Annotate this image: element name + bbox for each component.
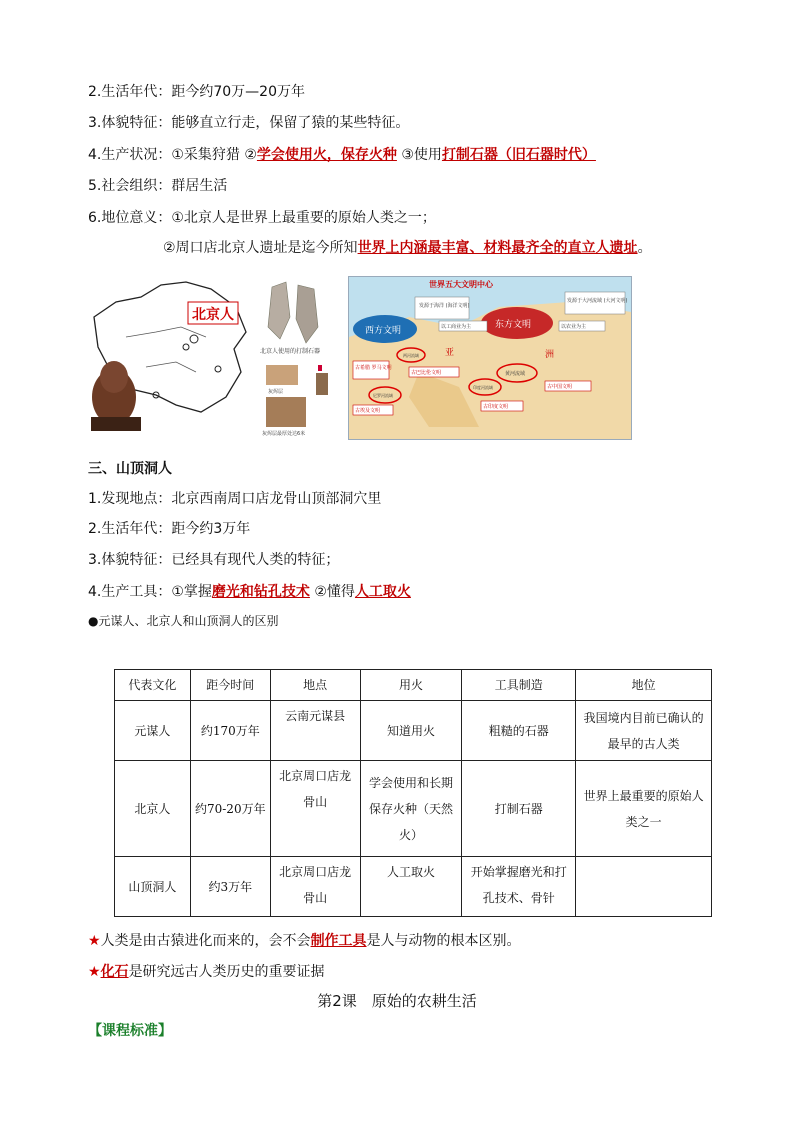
east-desc-2: 以农业为主	[561, 324, 587, 330]
world-civilizations-map	[348, 276, 632, 440]
map-label: 北京人	[192, 307, 234, 323]
note1-text-a: 人类是由古猿进化而来的，会不会	[100, 933, 311, 949]
civ-china: 古中国文明	[547, 384, 573, 390]
tools-highlight-1: 磨光和钻孔技术	[211, 584, 310, 600]
table-cell: 约3万年	[190, 857, 270, 917]
note2-text: 是研究远古人类历史的重要证据	[128, 964, 325, 980]
table-cell: 世界上最重要的原始人类之一	[576, 761, 712, 857]
star-icon: ★	[88, 933, 101, 949]
river-label-4: 印度河流域	[473, 385, 493, 390]
table-row	[115, 857, 712, 917]
comparison-table	[114, 669, 712, 917]
section3-title: 三、山顶洞人	[88, 461, 172, 477]
table-cell: 粗糙的石器	[462, 701, 576, 761]
civ-india: 古印度文明	[483, 404, 509, 410]
river-label-2: 黄河流域	[505, 371, 526, 377]
table-cell: 元谋人	[115, 701, 191, 761]
asia-label-1: 亚	[445, 348, 455, 358]
production-text-a: 4.生产状况：①采集狩猎 ②	[88, 147, 257, 163]
ash-caption: 灰烬层	[268, 389, 284, 395]
compare-title: ●元谋人、北京人和山顶洞人的区别	[88, 614, 279, 628]
china-map-image	[86, 277, 256, 432]
west-desc-2: 以工商业为主	[441, 324, 472, 330]
site-highlight: 世界上内涵最丰富、材料最齐全的直立人遗址	[357, 240, 638, 256]
table-header-cell: 地位	[576, 670, 712, 701]
river-label-1: 两河流域	[403, 353, 419, 358]
table-cell	[576, 857, 712, 917]
note-fossil	[88, 962, 325, 982]
production-text-c: ③使用	[396, 147, 442, 163]
appearance-line: 3.体貌特征：能够直立行走，保留了猿的某些特征。	[88, 115, 410, 131]
tools-text-c: ②懂得	[309, 584, 355, 600]
production-highlight-fire: 学会使用火，保存火种	[256, 147, 397, 163]
section3-tools	[88, 582, 411, 602]
section3-appearance: 3.体貌特征：已经具有现代人类的特征；	[88, 552, 340, 568]
table-cell: 人工取火	[360, 857, 462, 917]
table-header-cell: 地点	[270, 670, 360, 701]
site-text-a: ②周口店北京人遗址是迄今所知	[163, 240, 358, 256]
west-label: 西方文明	[365, 326, 402, 336]
table-cell: 云南元谋县	[270, 701, 360, 761]
site-text-c: 。	[637, 240, 652, 256]
table-cell: 北京人	[115, 761, 191, 857]
table-cell: 开始掌握磨光和打孔技术、骨针	[462, 857, 576, 917]
civ-title: 世界五大文明中心	[429, 280, 493, 289]
table-cell: 北京周口店龙骨山	[270, 761, 360, 857]
table-cell: 打制石器	[462, 761, 576, 857]
production-highlight-tools: 打制石器（旧石器时代）	[441, 147, 596, 163]
tool-caption: 北京人使用的打制石器	[260, 348, 321, 355]
table-row	[115, 761, 712, 857]
note2-highlight: 化石	[100, 964, 129, 980]
tools-highlight-2: 人工取火	[354, 584, 411, 600]
tools-text-a: 4.生产工具：①掌握	[88, 584, 212, 600]
note1-text-c: 是人与动物的根本区别。	[366, 933, 521, 949]
table-cell: 知道用火	[360, 701, 462, 761]
table-header-cell: 工具制造	[462, 670, 576, 701]
site-line	[163, 238, 652, 258]
ash-depth-caption: 灰烬层最厚处达6米	[262, 431, 306, 437]
production-line	[88, 145, 596, 165]
table-cell: 学会使用和长期保存火种（天然火）	[360, 761, 462, 857]
note1-highlight: 制作工具	[310, 933, 367, 949]
lesson-title: 第2课 原始的农耕生活	[317, 992, 477, 1010]
course-standard-heading: 【课程标准】	[88, 1023, 172, 1039]
section3-location: 1.发现地点：北京西南周口店龙骨山顶部洞穴里	[88, 491, 382, 507]
section3-age: 2.生活年代：距今约3万年	[88, 521, 251, 537]
life-age-line: 2.生活年代：距今约70万—20万年	[88, 84, 305, 100]
west-desc-1: 发源于海洋 (海洋文明)	[419, 303, 470, 309]
table-row	[115, 701, 712, 761]
social-line: 5.社会组织：群居生活	[88, 178, 228, 194]
asia-label-2: 洲	[545, 350, 555, 360]
river-label-3: 尼罗河流域	[373, 393, 393, 398]
table-cell: 约170万年	[190, 701, 270, 761]
table-header-cell: 用火	[360, 670, 462, 701]
table-header-cell: 代表文化	[115, 670, 191, 701]
civ-babylon: 古巴比伦文明	[411, 370, 442, 376]
east-desc-1: 发源于大河流域 (大河文明)	[567, 298, 628, 304]
table-cell: 北京周口店龙骨山	[270, 857, 360, 917]
east-label: 东方文明	[495, 320, 532, 330]
table-cell: 我国境内目前已确认的最早的古人类	[576, 701, 712, 761]
table-cell: 山顶洞人	[115, 857, 191, 917]
note-tools	[88, 931, 521, 951]
table-header-row	[115, 670, 712, 701]
civ-egypt: 古埃及文明	[355, 408, 381, 414]
stone-tools-image	[258, 277, 338, 437]
significance-line: 6.地位意义：①北京人是世界上最重要的原始人类之一；	[88, 210, 436, 226]
civ-greece: 古希腊 罗马文明	[355, 365, 392, 371]
star-icon: ★	[88, 964, 101, 980]
table-header-cell: 距今时间	[190, 670, 270, 701]
table-cell: 约70-20万年	[190, 761, 270, 857]
